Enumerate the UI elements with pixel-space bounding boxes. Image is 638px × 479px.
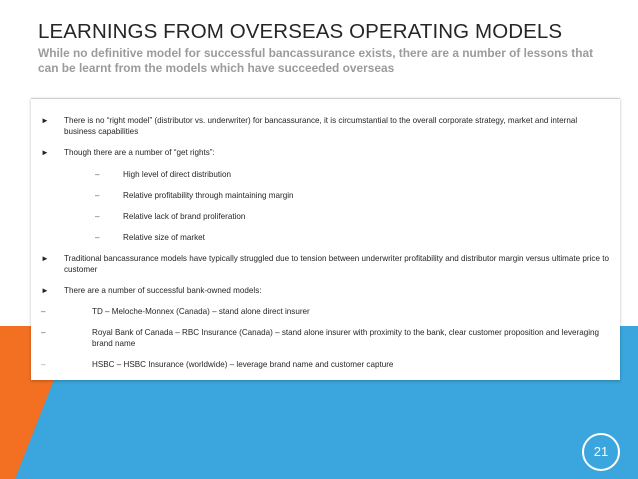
dash-icon: – xyxy=(41,307,46,316)
dash-icon: – xyxy=(95,191,100,200)
bullet-arrow-icon: ► xyxy=(41,286,49,295)
sub-bullet-text: Relative size of market xyxy=(123,233,205,242)
bullet-text: There is no “right model” (distributor vs. underwriter) for bancassurance, it is circumstantial to the overall corporate strategy, market and internal business capabilities xyxy=(64,116,578,136)
sub-bullet-item xyxy=(95,170,595,181)
bullet-arrow-icon: ► xyxy=(41,148,49,157)
sub-bullet-text: TD – Meloche-Monnex (Canada) – stand alone direct insurer xyxy=(92,307,310,316)
sub-bullet-text: High level of direct distribution xyxy=(123,170,231,179)
sub-bullet-text: Relative lack of brand proliferation xyxy=(123,212,246,221)
sub-bullet-text: Royal Bank of Canada – RBC Insurance (Canada) – stand alone insurer with proximity to the bank, clear customer proposition and leveraging brand name xyxy=(92,328,600,348)
sub-bullet-text: HSBC – HSBC Insurance (worldwide) – leverage brand name and customer capture xyxy=(92,360,394,369)
page-number-badge: 21 xyxy=(582,433,620,471)
bullet-item xyxy=(41,148,611,159)
dash-icon: – xyxy=(95,233,100,242)
sub-bullet-item xyxy=(41,307,611,318)
bullet-arrow-icon: ► xyxy=(41,254,49,263)
sub-bullet-item xyxy=(95,191,595,202)
slide-title: LEARNINGS FROM OVERSEAS OPERATING MODELS xyxy=(38,20,563,43)
sub-bullet-item xyxy=(95,212,595,223)
sub-bullet-item xyxy=(95,233,595,244)
bullet-text: Traditional bancassurance models have typically struggled due to tension between underwriter profitability and distributor margin versus ultimate price to customer xyxy=(64,254,609,274)
bullet-arrow-icon: ► xyxy=(41,116,49,125)
content-box xyxy=(31,98,620,380)
bullet-item xyxy=(41,286,611,297)
sub-bullet-text: Relative profitability through maintaining margin xyxy=(123,191,294,200)
sub-bullet-item xyxy=(41,360,611,371)
dash-icon: – xyxy=(41,328,46,337)
bullet-text: Though there are a number of “get rights”: xyxy=(64,148,215,157)
bullet-item xyxy=(41,254,611,275)
sub-bullet-item xyxy=(41,328,611,349)
bullet-text: There are a number of successful bank-owned models: xyxy=(64,286,262,295)
dash-icon: – xyxy=(41,360,46,369)
dash-icon: – xyxy=(95,170,100,179)
slide-subtitle: While no definitive model for successful bancassurance exists, there are a number of lessons that can be learnt from the models which have succeeded overseas xyxy=(38,46,594,75)
dash-icon: – xyxy=(95,212,100,221)
bullet-item xyxy=(41,116,611,137)
